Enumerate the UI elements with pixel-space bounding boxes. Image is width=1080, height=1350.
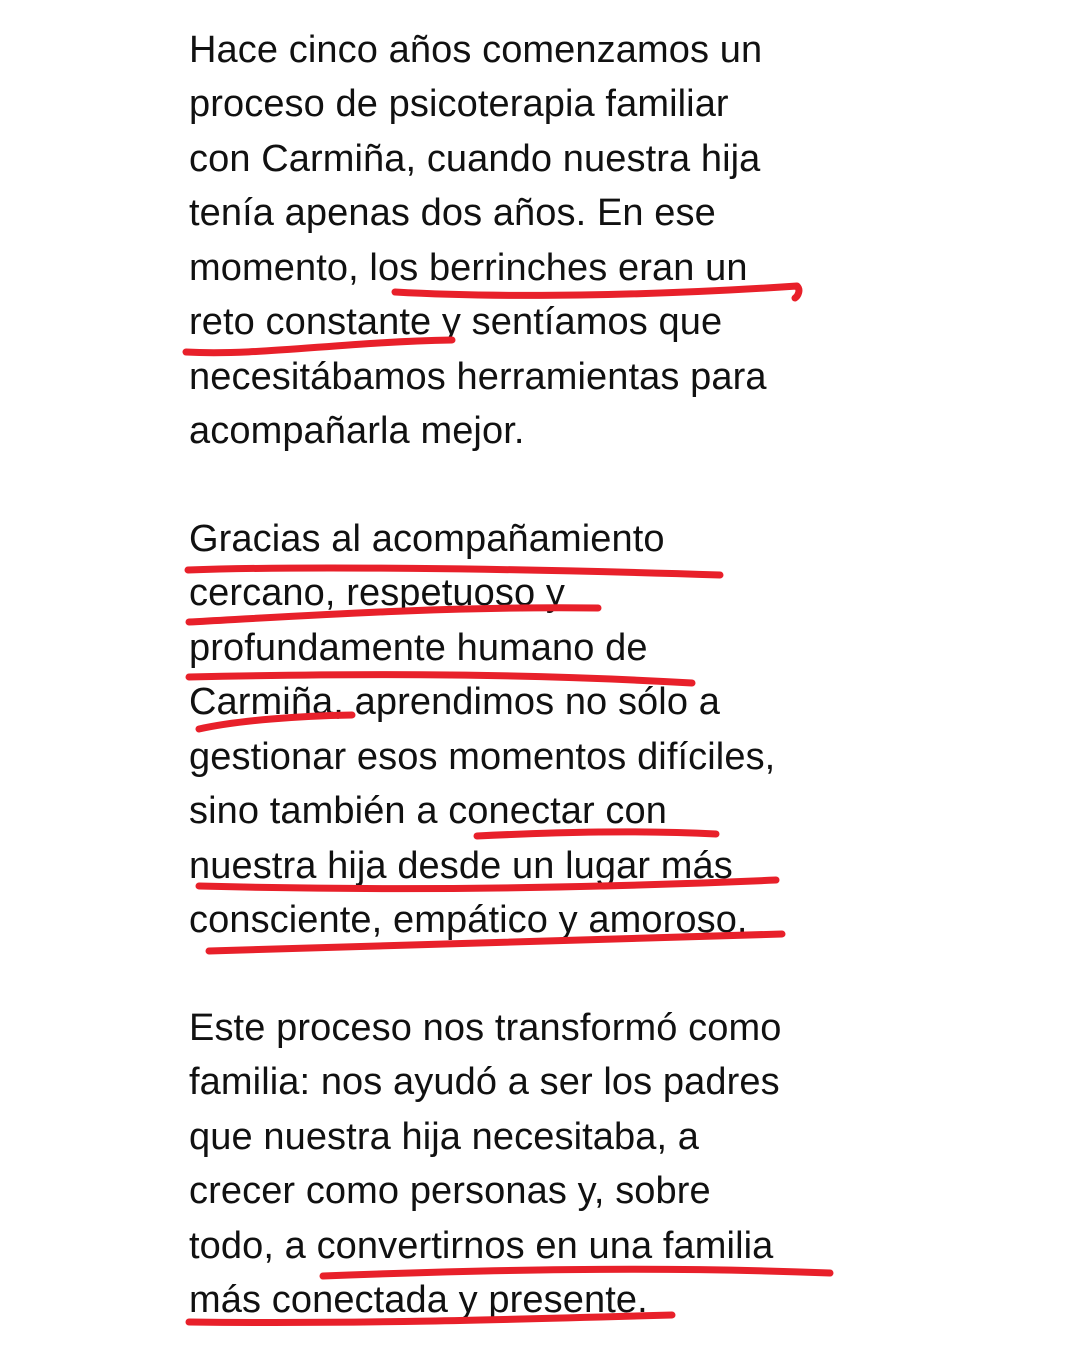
text-line: gestionar esos momentos difíciles, [189,736,776,778]
text-line: necesitábamos herramientas para [189,356,767,398]
text-line: Este proceso nos transformó como [189,1007,782,1049]
text-line: con Carmiña, cuando nuestra hija [189,138,761,180]
text-line: familia: nos ayudó a ser los padres [189,1061,780,1103]
text-line: acompañarla mejor. [189,410,525,452]
text-line: cercano, respetuoso y [189,572,565,614]
text-line: nuestra hija desde un lugar más [189,845,733,887]
text-line: crecer como personas y, sobre [189,1170,711,1212]
text-line: Gracias al acompañamiento [189,518,665,560]
text-line: profundamente humano de [189,627,648,669]
text-line: Carmiña, aprendimos no sólo a [189,681,720,723]
text-line: momento, los berrinches eran un [189,247,748,289]
text-line: que nuestra hija necesitaba, a [189,1116,700,1158]
text-line: todo, a convertirnos en una familia [189,1225,774,1267]
text-line: tenía apenas dos años. En ese [189,192,716,234]
text-line: más conectada y presente. [189,1279,648,1321]
text-line: reto constante y sentíamos que [189,301,723,343]
text-line: proceso de psicoterapia familiar [189,83,729,125]
text-line: Hace cinco años comenzamos un [189,29,763,71]
text-line: consciente, empático y amoroso. [189,899,748,941]
text-line: sino también a conectar con [189,790,667,832]
